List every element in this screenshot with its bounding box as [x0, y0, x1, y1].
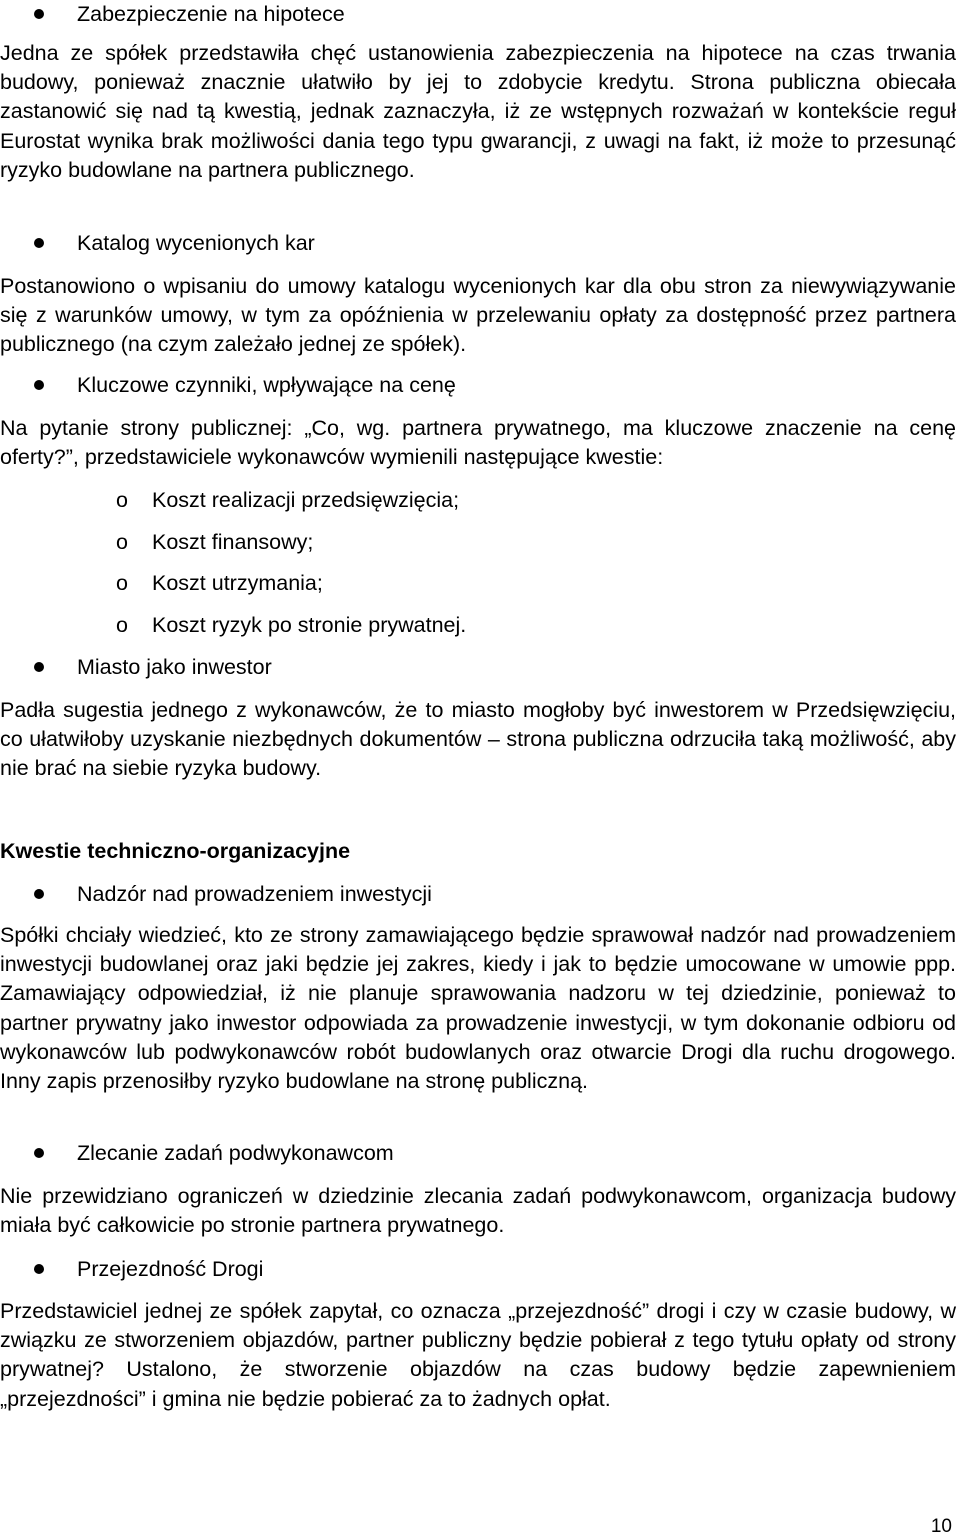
bullet-heading-label: Katalog wycenionych kar: [77, 231, 315, 255]
bullet-icon: [34, 380, 44, 390]
paragraph-nadzor: Spółki chciały wiedzieć, kto ze strony zamawiającego będzie sprawował nadzór nad prowadzeniem inwestycji budowlanej oraz jaki będzie jej zakres, kiedy i jak to będzie umocowane w umowie ppp. Zamawiający odpowiedział, iż nie planuje sprawowania nadzoru w tej dziedzinie, ponieważ to partner prywatny jako inwestor odpowiada za prowadzenie inwestycji, w tym dokonanie odbioru od wykonawców lub podwykonawców robót budowlanych oraz otwarcie Drogi dla ruchu drogowego. Inny zapis przenosiłby ryzyko budowlane na stronę publiczną.: [0, 923, 956, 1094]
sub-bullet-icon: o: [116, 613, 128, 637]
bullet-heading-label: Zlecanie zadań podwykonawcom: [77, 1141, 394, 1165]
bullet-icon: [34, 9, 44, 19]
sub-list-item-label: Koszt utrzymania;: [152, 571, 323, 595]
sub-list-item-label: Koszt ryzyk po stronie prywatnej.: [152, 613, 467, 637]
bullet-heading-label: Przejezdność Drogi: [77, 1257, 264, 1281]
bullet-heading-label: Nadzór nad prowadzeniem inwestycji: [77, 882, 432, 906]
bullet-icon: [34, 1148, 44, 1158]
paragraph-katalog-kar: Postanowiono o wpisaniu do umowy katalogu wycenionych kar dla obu stron za niewywiązywanie się z warunków umowy, w tym za opóźnienia w przelewaniu opłaty za dostępność przez partnera publicznego (na czym zależało jednej ze spółek).: [0, 274, 956, 357]
bullet-heading-label: Zabezpieczenie na hipotece: [77, 2, 345, 26]
sub-bullet-icon: o: [116, 530, 128, 554]
sub-bullet-icon: o: [116, 571, 128, 595]
section-title: Kwestie techniczno-organizacyjne: [0, 839, 351, 863]
bullet-icon: [34, 1264, 44, 1274]
sub-bullet-icon: o: [116, 488, 128, 512]
paragraph-przejezdnosc: Przedstawiciel jednej ze spółek zapytał, co oznacza „przejezdność” drogi i czy w czasie budowy, w związku ze stworzeniem objazdów, partner publiczny będzie pobierał z tego tytułu opłaty od strony prywatnej? Ustalono, że stworzenie objazdów na czas budowy będzie zapewnieniem „przejezdności” i gmina nie będzie pobierać za to żadnych opłat.: [0, 1299, 956, 1411]
sub-list-item-label: Koszt realizacji przedsięwzięcia;: [152, 488, 460, 512]
bullet-heading-label: Kluczowe czynniki, wpływające na cenę: [77, 373, 456, 397]
bullet-icon: [34, 662, 44, 672]
page-number: 10: [930, 1516, 952, 1537]
paragraph-miasto-inwestor: Padła sugestia jednego z wykonawców, że to miasto mogłoby być inwestorem w Przedsięwzięciu, co ułatwiłoby uzyskanie niezbędnych dokumentów – strona publiczna odrzuciła taką możliwość, aby nie brać na siebie ryzyka budowy.: [0, 698, 956, 781]
bullet-icon: [34, 238, 44, 248]
bullet-icon: [34, 889, 44, 899]
bullet-heading-label: Miasto jako inwestor: [77, 655, 272, 679]
paragraph-zlecanie: Nie przewidziano ograniczeń w dziedzinie zlecania zadań podwykonawcom, organizacja budowy miała być całkowicie po stronie partnera prywatnego.: [0, 1184, 956, 1238]
paragraph-zabezpieczenie: Jedna ze spółek przedstawiła chęć ustanowienia zabezpieczenia na hipotece na czas trwania budowy, ponieważ znacznie ułatwiło by jej to zdobycie kredytu. Strona publiczna obiecała zastanowić się nad tą kwestią, jednak zaznaczyła, iż ze wstępnych rozważań w kontekście reguł Eurostat wynika brak możliwości dania tego typu gwarancji, z uwagi na fakt, iż może to przesunąć ryzyko budowlane na partnera publicznego.: [0, 41, 956, 182]
sub-list-item-label: Koszt finansowy;: [152, 530, 314, 554]
paragraph-kluczowe-czynniki: Na pytanie strony publicznej: „Co, wg. partnera prywatnego, ma kluczowe znaczenie na cenę oferty?”, przedstawiciele wykonawców wymienili następujące kwestie:: [0, 416, 956, 470]
